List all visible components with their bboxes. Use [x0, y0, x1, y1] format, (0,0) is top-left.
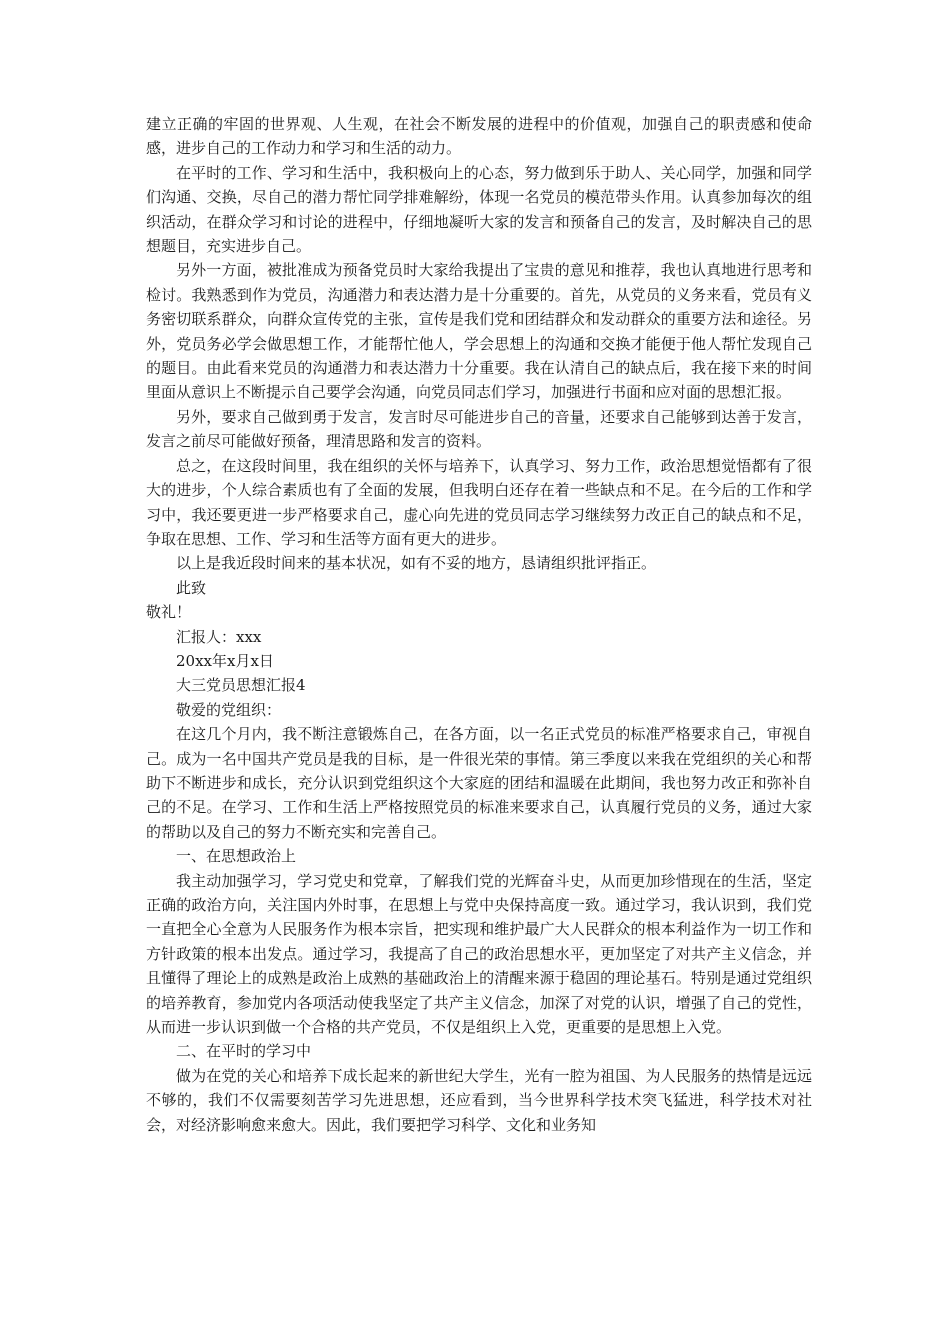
paragraph-closing: 以上是我近段时间来的基本状况，如有不妥的地方，恳请组织批评指正。 [176, 554, 657, 573]
document-body [146, 112, 812, 1137]
paragraph-politics: 我主动加强学习，学习党史和党章，了解我们党的光辉奋斗史，从而更加珍惜现在的生活，坚定正确的政治方向，关注国内外时事，在思想上与党中央保持高度一致。通过学习，我认识到，我们党一直把全心全意为人民服务作为根本宗旨，把实现和维护最广大人民群众的根本利益作为一切工作和方针政策的根本出发点。通过学习，我提高了自己的政治思想水平，更加坚定了对共产主义信念，并且懂得了理论上的成熟是政治上成熟的基础政治上的清醒来源于稳固的理论基石。特别是通过党组织的培养教育，参加党内各项活动使我坚定了共产主义信念，加深了对党的认识，增强了自己的党性，从而进一步认识到做一个合格的共产党员，不仅是组织上入党，更重要的是思想上入党。 [146, 871, 812, 1037]
paragraph-speaking: 另外，要求自己做到勇于发言，发言时尽可能进步自己的音量，还要求自己能够到达善于发言，发言之前尽可能做好预备，理清思路和发言的资料。 [146, 407, 812, 451]
date-line: 20xx年x月x日 [176, 651, 274, 670]
paragraph-daily-life: 在平时的工作、学习和生活中，我积极向上的心态，努力做到乐于助人、关心同学，加强和同学们沟通、交换，尽自己的潜力帮忙同学排难解纷，体现一名党员的模范带头作用。认真参加每次的组织活动，在群众学习和讨论的进程中，仔细地凝听大家的发言和预备自己的发言，及时解决自己的思想题目，充实进步自己。 [146, 163, 812, 256]
salutation-cizhi: 此致 [176, 578, 207, 597]
paragraph-communication: 另外一方面，被批准成为预备党员时大家给我提出了宝贵的意见和推荐，我也认真地进行思考和检讨。我熟悉到作为党员，沟通潜力和表达潜力是十分重要的。首先，从党员的义务来看，党员有义务密切联系群众，向群众宣传党的主张，宣传是我们党和团结群众和发动群众的重要方法和途径。另外，党员务必学会做思想工作，才能帮忙他人，学会思想上的沟通和交换才能便于他人帮忙发现自己的题目。由此看来党员的沟通潜力和表达潜力十分重要。我在认清自己的缺点后，我在接下来的时间里面从意识上不断提示自己要学会沟通，向党员同志们学习，加强进行书面和应对面的思想汇报。 [146, 261, 812, 402]
salutation-jingli: 敬礼！ [146, 603, 192, 622]
paragraph-summary: 总之，在这段时间里，我在组织的关怀与培养下，认真学习、努力工作，政治思想觉悟都有了很大的进步，个人综合素质也有了全面的发展，但我明白还存在着一些缺点和不足。在今后的工作和学习中，我还要更进一步严格要求自己，虚心向先进的党员同志学习继续努力改正自己的缺点和不足，争取在思想、工作、学习和生活等方面有更大的进步。 [146, 456, 812, 548]
paragraph-worldview: 建立正确的牢固的世界观、人生观，在社会不断发展的进程中的价值观，加强自己的职责感和使命感，进步自己的工作动力和学习和生活的动力。 [146, 115, 812, 158]
paragraph-intro-4: 在这几个月内，我不断注意锻炼自己，在各方面，以一名正式党员的标准严格要求自己，审视自己。成为一名中国共产党员是我的目标，是一件很光荣的事情。第三季度以来我在党组织的关心和帮助下不断进步和成长，充分认识到党组织这个大家庭的团结和温暖在此期间，我也努力改正和弥补自己的不足。在学习、工作和生活上严格按照党员的标准来要求自己，认真履行党员的义务，通过大家的帮助以及自己的努力不断充实和完善自己。 [146, 725, 812, 841]
reporter-line: 汇报人：xxx [176, 627, 262, 646]
paragraph-study: 做为在党的关心和培养下成长起来的新世纪大学生，光有一腔为祖国、为人民服务的热情是远远不够的，我们不仅需要刻苦学习先进思想，还应看到，当今世界科学技术突飞猛进，科学技术对社会，对经济影响愈来愈大。因此，我们要把学习科学、文化和业务知 [146, 1066, 812, 1134]
greeting-line: 敬爱的党组织： [176, 700, 282, 719]
report-title: 大三党员思想汇报4 [176, 676, 306, 695]
section-heading-study: 二、在平时的学习中 [176, 1042, 312, 1061]
section-heading-politics: 一、在思想政治上 [176, 847, 297, 866]
